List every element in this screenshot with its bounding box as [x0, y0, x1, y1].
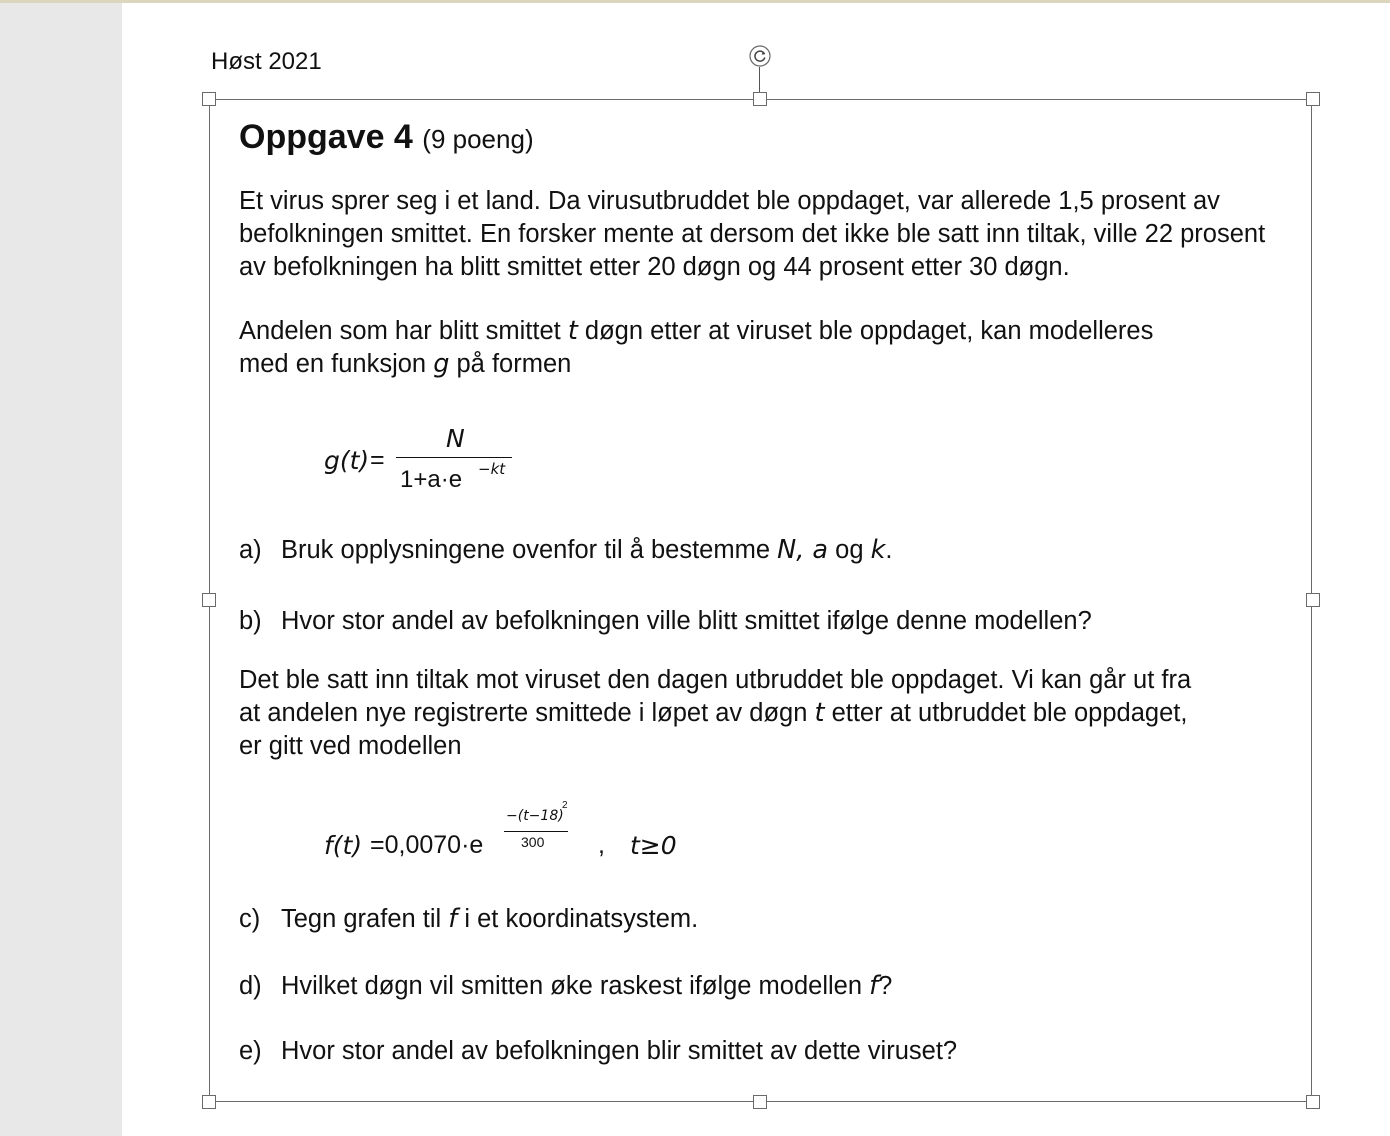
question-a-k: k [870, 535, 886, 565]
formula-g-fraction-bar [396, 457, 512, 458]
formula-f-condition: t≥0 [630, 831, 677, 860]
question-e [239, 1035, 957, 1068]
formula-f-exp-denominator: 300 [521, 834, 545, 850]
resize-handle-bottom-right[interactable] [1306, 1095, 1320, 1109]
tiltak-line-1: Det ble satt inn tiltak mot viruset den dagen utbruddet ble oppdaget. Vi kan går ut fra [239, 666, 1192, 694]
resize-handle-left[interactable] [202, 593, 216, 607]
formula-f-exp-square: 2 [562, 800, 568, 811]
page-header-text[interactable]: Høst 2021 [211, 48, 322, 75]
rotate-handle-icon[interactable] [749, 45, 771, 67]
formula-f-exp-fraction-bar [504, 831, 568, 832]
question-c-label: c) [239, 905, 261, 933]
question-b-text: Hvor stor andel av befolkningen ville blitt smittet ifølge denne modellen? [281, 607, 1092, 635]
question-a-end: . [885, 536, 893, 564]
formula-f-lhs: f(t) [324, 831, 363, 860]
question-e-text: Hvor stor andel av befolkningen blir smittet av dette viruset? [281, 1037, 958, 1065]
model-text-1: Andelen som har blitt smittet [239, 317, 561, 345]
question-d [239, 970, 892, 1003]
question-d-end: ? [878, 972, 893, 1000]
formula-g-exponent: −kt [478, 460, 506, 478]
model-var-t: t [567, 316, 578, 346]
task-image-content [239, 112, 1299, 1072]
model-text-3: med en funksjon [239, 350, 427, 378]
question-b [239, 605, 1092, 638]
formula-f-rhs: =0,0070·e [370, 831, 484, 859]
question-a-text: Bruk opplysningene ovenfor til å bestemme [281, 536, 771, 564]
model-text-2: døgn etter at viruset ble oppdaget, kan modelleres [584, 317, 1154, 345]
model-description [239, 315, 1299, 381]
question-a-og: og [835, 536, 864, 564]
model-var-g: g [433, 349, 450, 379]
task-intro: Et virus sprer seg i et land. Da virusutbruddet ble oppdaget, var allerede 1,5 prosent av befolkningen smittet. En forsker mente at dersom det ikke ble satt inn tiltak, ville 22 prosent av befolkningen ha blitt smittet etter 20 døgn og 44 prosent etter 30 døgn. [239, 187, 1266, 281]
tiltak-line-3: er gitt ved modellen [239, 732, 462, 760]
model-text-4: på formen [456, 350, 572, 378]
resize-handle-bottom[interactable] [753, 1095, 767, 1109]
question-a [239, 534, 892, 567]
formula-g-numerator: N [446, 424, 465, 453]
formula-f-exp-numerator: −(t−18) [506, 808, 564, 824]
question-a-label: a) [239, 536, 262, 564]
resize-handle-top-right[interactable] [1306, 92, 1320, 106]
tiltak-text-2a: at andelen nye registrerte smittede i løpet av døgn [239, 699, 808, 727]
question-d-f: f [869, 971, 879, 1001]
question-b-label: b) [239, 607, 262, 635]
tiltak-paragraph [239, 664, 1299, 763]
question-c-text-1: Tegn grafen til [281, 905, 442, 933]
question-d-label: d) [239, 972, 262, 1000]
task-title-text: Oppgave 4 [239, 118, 413, 156]
question-d-text: Hvilket døgn vil smitten øke raskest ifølge modellen [281, 972, 863, 1000]
resize-handle-right[interactable] [1306, 593, 1320, 607]
question-e-label: e) [239, 1037, 262, 1065]
task-title [239, 114, 534, 162]
formula-g-denominator: 1+a·e [400, 466, 463, 493]
question-c [239, 903, 698, 936]
resize-handle-top-left[interactable] [202, 92, 216, 106]
task-points: (9 poeng) [422, 124, 534, 154]
formula-g-eq: = [370, 446, 385, 474]
rotate-handle-stem [759, 67, 760, 93]
question-a-vars: N, a [777, 535, 829, 565]
document-gutter [0, 3, 122, 1136]
resize-handle-bottom-left[interactable] [202, 1095, 216, 1109]
resize-handle-top[interactable] [753, 92, 767, 106]
tiltak-var-t: t [814, 698, 825, 728]
question-c-f: f [448, 904, 458, 934]
model-line-1 [239, 315, 1299, 348]
formula-g-lhs: g(t) [324, 446, 370, 475]
model-line-2 [239, 348, 1299, 381]
tiltak-line-2 [239, 697, 1299, 730]
tiltak-text-2b: etter at utbruddet ble oppdaget, [831, 699, 1188, 727]
question-c-text-2: i et koordinatsystem. [464, 905, 699, 933]
formula-f-comma: , [598, 831, 605, 859]
